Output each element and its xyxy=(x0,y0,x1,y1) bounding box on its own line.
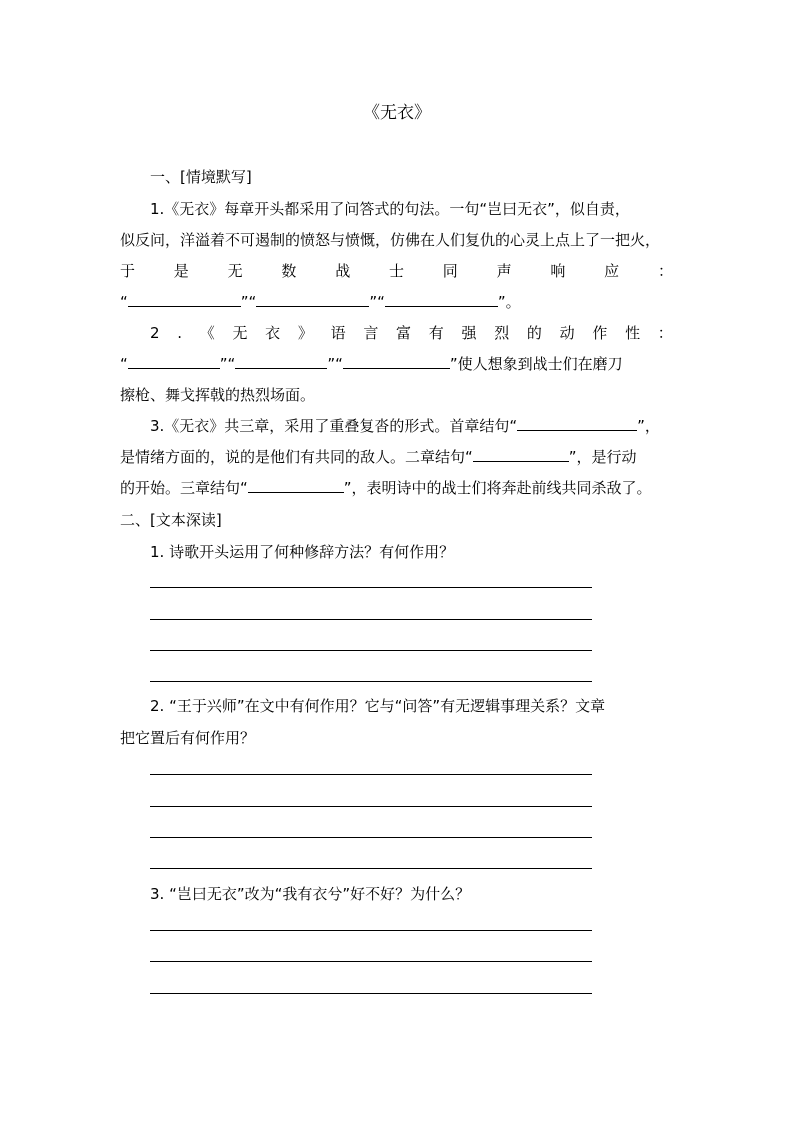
fill-blank-2[interactable] xyxy=(256,291,369,307)
justified-char: 》 xyxy=(297,324,313,342)
justified-char: 动 xyxy=(559,324,575,342)
q3-line1-text: 3.《无衣》共三章，采用了重叠复沓的形式。首章结句“ xyxy=(150,417,518,435)
s2-q1: 1. 诗歌开头运用了何种修辞方法？有何作用？ xyxy=(150,543,455,561)
q3-line1-tail: ”， xyxy=(637,417,660,435)
section1-heading: 一、[情境默写] xyxy=(150,168,252,186)
justified-char: 语 xyxy=(330,324,346,342)
quote-close: ”。 xyxy=(497,293,521,311)
justified-char: 同 xyxy=(442,262,458,280)
justified-char: 言 xyxy=(363,324,379,342)
justified-char: 《 xyxy=(199,324,215,342)
answer-line[interactable] xyxy=(150,619,592,620)
answer-line[interactable] xyxy=(150,837,592,838)
fill-blank-6[interactable] xyxy=(343,353,450,369)
justified-char: 声 xyxy=(496,262,512,280)
s2-q2-line2: 把它置后有何作用？ xyxy=(120,729,256,747)
justified-char: 响 xyxy=(550,262,566,280)
justified-char: 有 xyxy=(428,324,444,342)
quote-sep: ”“ xyxy=(240,293,257,311)
justified-char: 应 xyxy=(604,262,620,280)
justified-char: 性 xyxy=(625,324,641,342)
answer-line[interactable] xyxy=(150,806,592,807)
answer-line[interactable] xyxy=(150,993,592,994)
q2-line1 xyxy=(150,321,673,345)
justified-char: ： xyxy=(657,324,673,342)
q3-line2 xyxy=(120,445,690,469)
q1-line1: 1.《无衣》每章开头都采用了问答式的句法。一句“岂曰无衣”，似自责， xyxy=(150,200,630,218)
fill-blank-9[interactable] xyxy=(248,477,344,493)
quote-sep: ”“ xyxy=(219,355,236,373)
justified-char: 无 xyxy=(232,324,248,342)
q3-line3-tail: ”，表明诗中的战士们将奔赴前线共同杀敌了。 xyxy=(343,479,652,497)
fill-blank-1[interactable] xyxy=(128,291,241,307)
answer-line[interactable] xyxy=(150,868,592,869)
fill-blank-7[interactable] xyxy=(517,415,637,431)
answer-line[interactable] xyxy=(150,587,592,588)
page-title: 《无衣》 xyxy=(363,103,431,123)
justified-char: 士 xyxy=(388,262,404,280)
justified-char: 无 xyxy=(227,262,243,280)
q2-line3: 擦枪、舞戈挥戟的热烈场面。 xyxy=(120,386,316,404)
fill-blank-4[interactable] xyxy=(128,353,220,369)
quote-sep: ”“ xyxy=(369,293,385,311)
q3-line3 xyxy=(120,476,690,500)
q1-line3 xyxy=(120,259,673,283)
justified-char: ： xyxy=(657,262,673,280)
justified-char: 强 xyxy=(461,324,477,342)
quote-open: “ xyxy=(120,355,128,373)
justified-char: 战 xyxy=(335,262,351,280)
section2-heading: 二、[文本深读] xyxy=(120,511,222,529)
q2-line2-tail: ”使人想象到战士们在磨刀 xyxy=(449,355,623,373)
justified-char: 于 xyxy=(120,262,136,280)
q1-line4 xyxy=(120,290,690,314)
fill-blank-5[interactable] xyxy=(235,353,327,369)
q3-line1 xyxy=(150,414,720,438)
quote-open: “ xyxy=(120,293,128,311)
answer-line[interactable] xyxy=(150,961,592,962)
q2-line2 xyxy=(120,352,690,376)
s2-q3: 3. “岂曰无衣”改为“我有衣兮”好不好？为什么？ xyxy=(150,885,471,903)
justified-char: 是 xyxy=(173,262,189,280)
fill-blank-3[interactable] xyxy=(385,291,498,307)
justified-char: 的 xyxy=(526,324,542,342)
quote-sep: ”“ xyxy=(327,355,343,373)
answer-line[interactable] xyxy=(150,774,592,775)
s2-q2-line1: 2. “王于兴师”在文中有何作用？它与“问答”有无逻辑事理关系？文章 xyxy=(150,697,606,715)
q3-line2-text: 是情绪方面的，说的是他们有共同的敌人。二章结句“ xyxy=(120,448,473,466)
q3-line2-tail: ”，是行动 xyxy=(568,448,637,466)
fill-blank-8[interactable] xyxy=(473,446,569,462)
justified-char: 衣 xyxy=(265,324,281,342)
q1-line2: 似反问，洋溢着不可遏制的愤怒与愤慨，仿佛在人们复仇的心灵上点上了一把火， xyxy=(120,231,661,249)
justified-char: 数 xyxy=(281,262,297,280)
justified-char: 烈 xyxy=(494,324,510,342)
justified-char: 作 xyxy=(592,324,608,342)
q3-line3-text: 的开始。三章结句“ xyxy=(120,479,248,497)
justified-char: 富 xyxy=(396,324,412,342)
answer-line[interactable] xyxy=(150,650,592,651)
answer-line[interactable] xyxy=(150,681,592,682)
answer-line[interactable] xyxy=(150,930,592,931)
justified-char: . xyxy=(177,324,183,342)
justified-char: 2 xyxy=(150,324,160,342)
